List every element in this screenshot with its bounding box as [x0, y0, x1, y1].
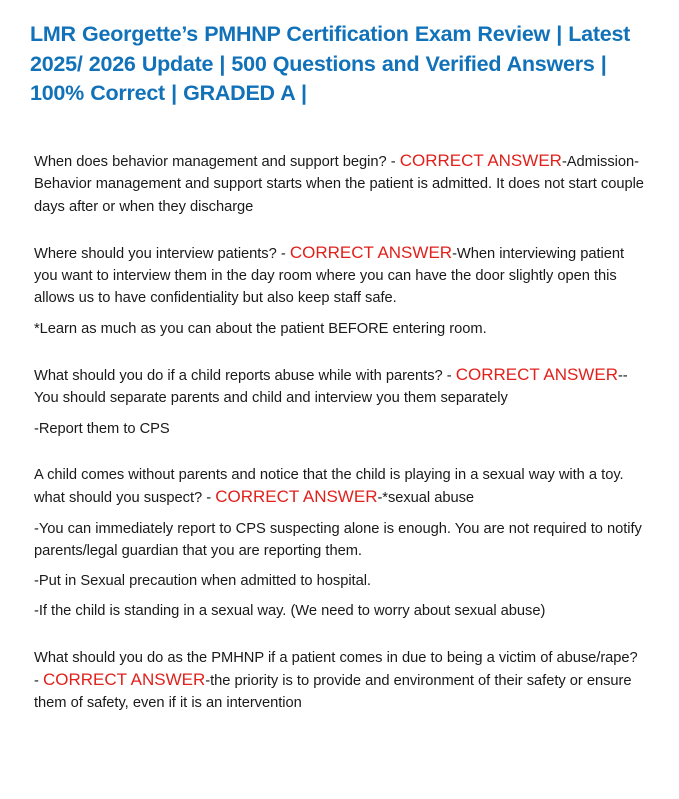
- page-title: LMR Georgette’s PMHNP Certification Exam Review | Latest 2025/ 2026 Update | 500 Questions and Verified Answers | 100% Correct | GRADED A |: [30, 22, 631, 106]
- qa-paragraph: [34, 600, 646, 622]
- qa-text-run: -You can immediately report to CPS suspecting alone is enough. You are not required to notify parents/legal guardian that you are reporting them.: [34, 520, 642, 559]
- qa-paragraph: [34, 364, 646, 410]
- qa-text-run: *Learn as much as you can about the patient BEFORE entering room.: [34, 320, 487, 337]
- qa-paragraph: [34, 150, 646, 218]
- qa-text-run: -Report them to CPS: [34, 420, 170, 437]
- qa-text-run: When does behavior management and support begin? -: [34, 154, 400, 170]
- qa-block: [34, 150, 646, 218]
- correct-answer-tag: CORRECT ANSWER: [215, 487, 378, 507]
- qa-text-run: -Admission-Behavior management and support starts when the patient is admitted. It does not start couple days after or when they discharge: [34, 154, 644, 215]
- correct-answer-tag: CORRECT ANSWER: [399, 151, 562, 170]
- qa-text-run: What should you do if a child reports abuse while with parents? -: [34, 368, 456, 385]
- qa-paragraph: [34, 418, 646, 440]
- qa-text-run: -the priority is to provide and environment of their safety or ensure them of safety, even if it is an intervention: [34, 673, 632, 712]
- qa-paragraph: [34, 647, 646, 715]
- document-body: [34, 150, 646, 715]
- qa-block: [34, 647, 646, 715]
- qa-paragraph: [34, 318, 646, 340]
- qa-paragraph: [34, 518, 646, 563]
- correct-answer-tag: CORRECT ANSWER: [289, 242, 453, 262]
- qa-text-run: What should you do as the PMHNP if a patient comes in due to being a victim of abuse/rape? -: [34, 649, 638, 690]
- qa-text-run: Where should you interview patients? -: [34, 245, 290, 262]
- qa-text-run: -Put in Sexual precaution when admitted to hospital.: [34, 573, 371, 590]
- qa-text-run: -*sexual abuse: [377, 490, 475, 507]
- qa-paragraph: [34, 570, 646, 592]
- qa-block: [34, 464, 646, 623]
- qa-paragraph: [34, 242, 646, 310]
- qa-text-run: --You should separate parents and child and interview you them separately: [34, 368, 628, 407]
- qa-text-run: A child comes without parents and notice that the child is playing in a sexual way with a toy. what should you suspect? -: [34, 466, 624, 507]
- qa-paragraph: [34, 464, 646, 510]
- qa-block: [34, 364, 646, 440]
- qa-text-run: -If the child is standing in a sexual way. (We need to worry about sexual abuse): [34, 603, 546, 620]
- qa-block: [34, 242, 646, 340]
- correct-answer-tag: CORRECT ANSWER: [42, 670, 206, 690]
- correct-answer-tag: CORRECT ANSWER: [455, 365, 618, 385]
- qa-text-run: -When interviewing patient you want to interview them in the day room where you can have the door slightly open this allows us to have confidentiality but also keep staff safe.: [34, 245, 625, 307]
